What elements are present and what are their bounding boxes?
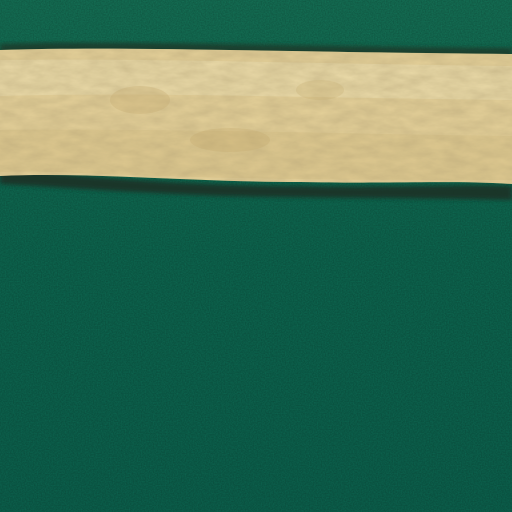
stripe-blotch (296, 80, 344, 100)
stripe-blotch (190, 128, 270, 152)
stripe-blotch (110, 86, 170, 114)
stripe-texture (0, 49, 512, 184)
